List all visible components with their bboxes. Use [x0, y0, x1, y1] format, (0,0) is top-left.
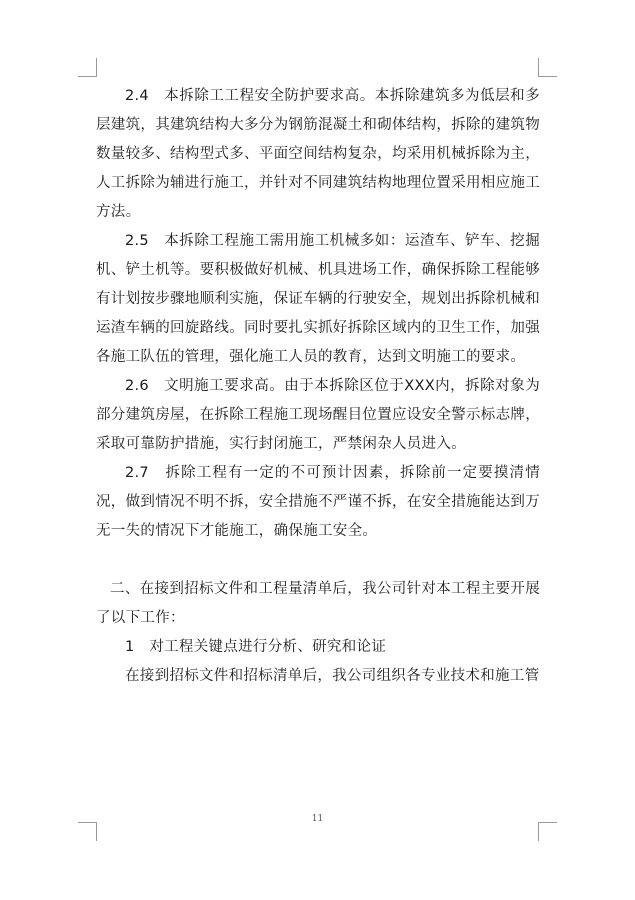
crop-mark-top-right [538, 58, 557, 77]
paragraph-2-5: 2.5 本拆除工程施工需用施工机械多如：运渣车、铲车、挖掘机、铲土机等。要积极做好机械、机具进场工作，确保拆除工程能够有计划按步骤地顺利实施，保证车辆的行驶安全，规划出拆除机械和运渣车辆的回旋路线。同时要扎实抓好拆除区域内的卫生工作，加强各施工队伍的管理，强化施工人员的教育，达到文明施工的要求。 [96, 233, 540, 365]
crop-mark-bottom-right [538, 822, 557, 841]
paragraph-2-7: 2.7 拆除工程有一定的不可预计因素，拆除前一定要摸清情况，做到情况不明不拆，安全措施不严谨不拆，在安全措施能达到万无一失的情况下才能施工，确保施工安全。 [96, 465, 540, 539]
crop-mark-top-left [78, 58, 97, 77]
crop-mark-bottom-left [78, 822, 97, 841]
paragraph-2-4: 2.4 本拆除工工程安全防护要求高。本拆除建筑多为低层和多层建筑，其建筑结构大多分为钢筋混凝土和砌体结构，拆除的建筑物数量较多、结构型式多、平面空间结构复杂，均采用机械拆除为主，人工拆除为辅进行施工，并针对不同建筑结构地理位置采用相应施工方法。 [96, 88, 540, 220]
paragraph-2-6: 2.6 文明施工要求高。由于本拆除区位于XXX内，拆除对象为部分建筑房屋，在拆除工程施工现场醒目位置应设安全警示标志牌，采取可靠防护措施，实行封闭施工，严禁闲杂人员进入。 [96, 378, 540, 452]
sub-heading: 1 对工程关键点进行分析、研究和论证 [125, 639, 387, 655]
document-body [96, 82, 540, 691]
last-paragraph: 在接到招标文件和招标清单后，我公司组织各专业技术和施工管 [125, 668, 540, 684]
page-number: 11 [311, 814, 324, 824]
section-heading: 二、在接到招标文件和工程量清单后，我公司针对本工程主要开展了以下工作： [96, 581, 540, 626]
